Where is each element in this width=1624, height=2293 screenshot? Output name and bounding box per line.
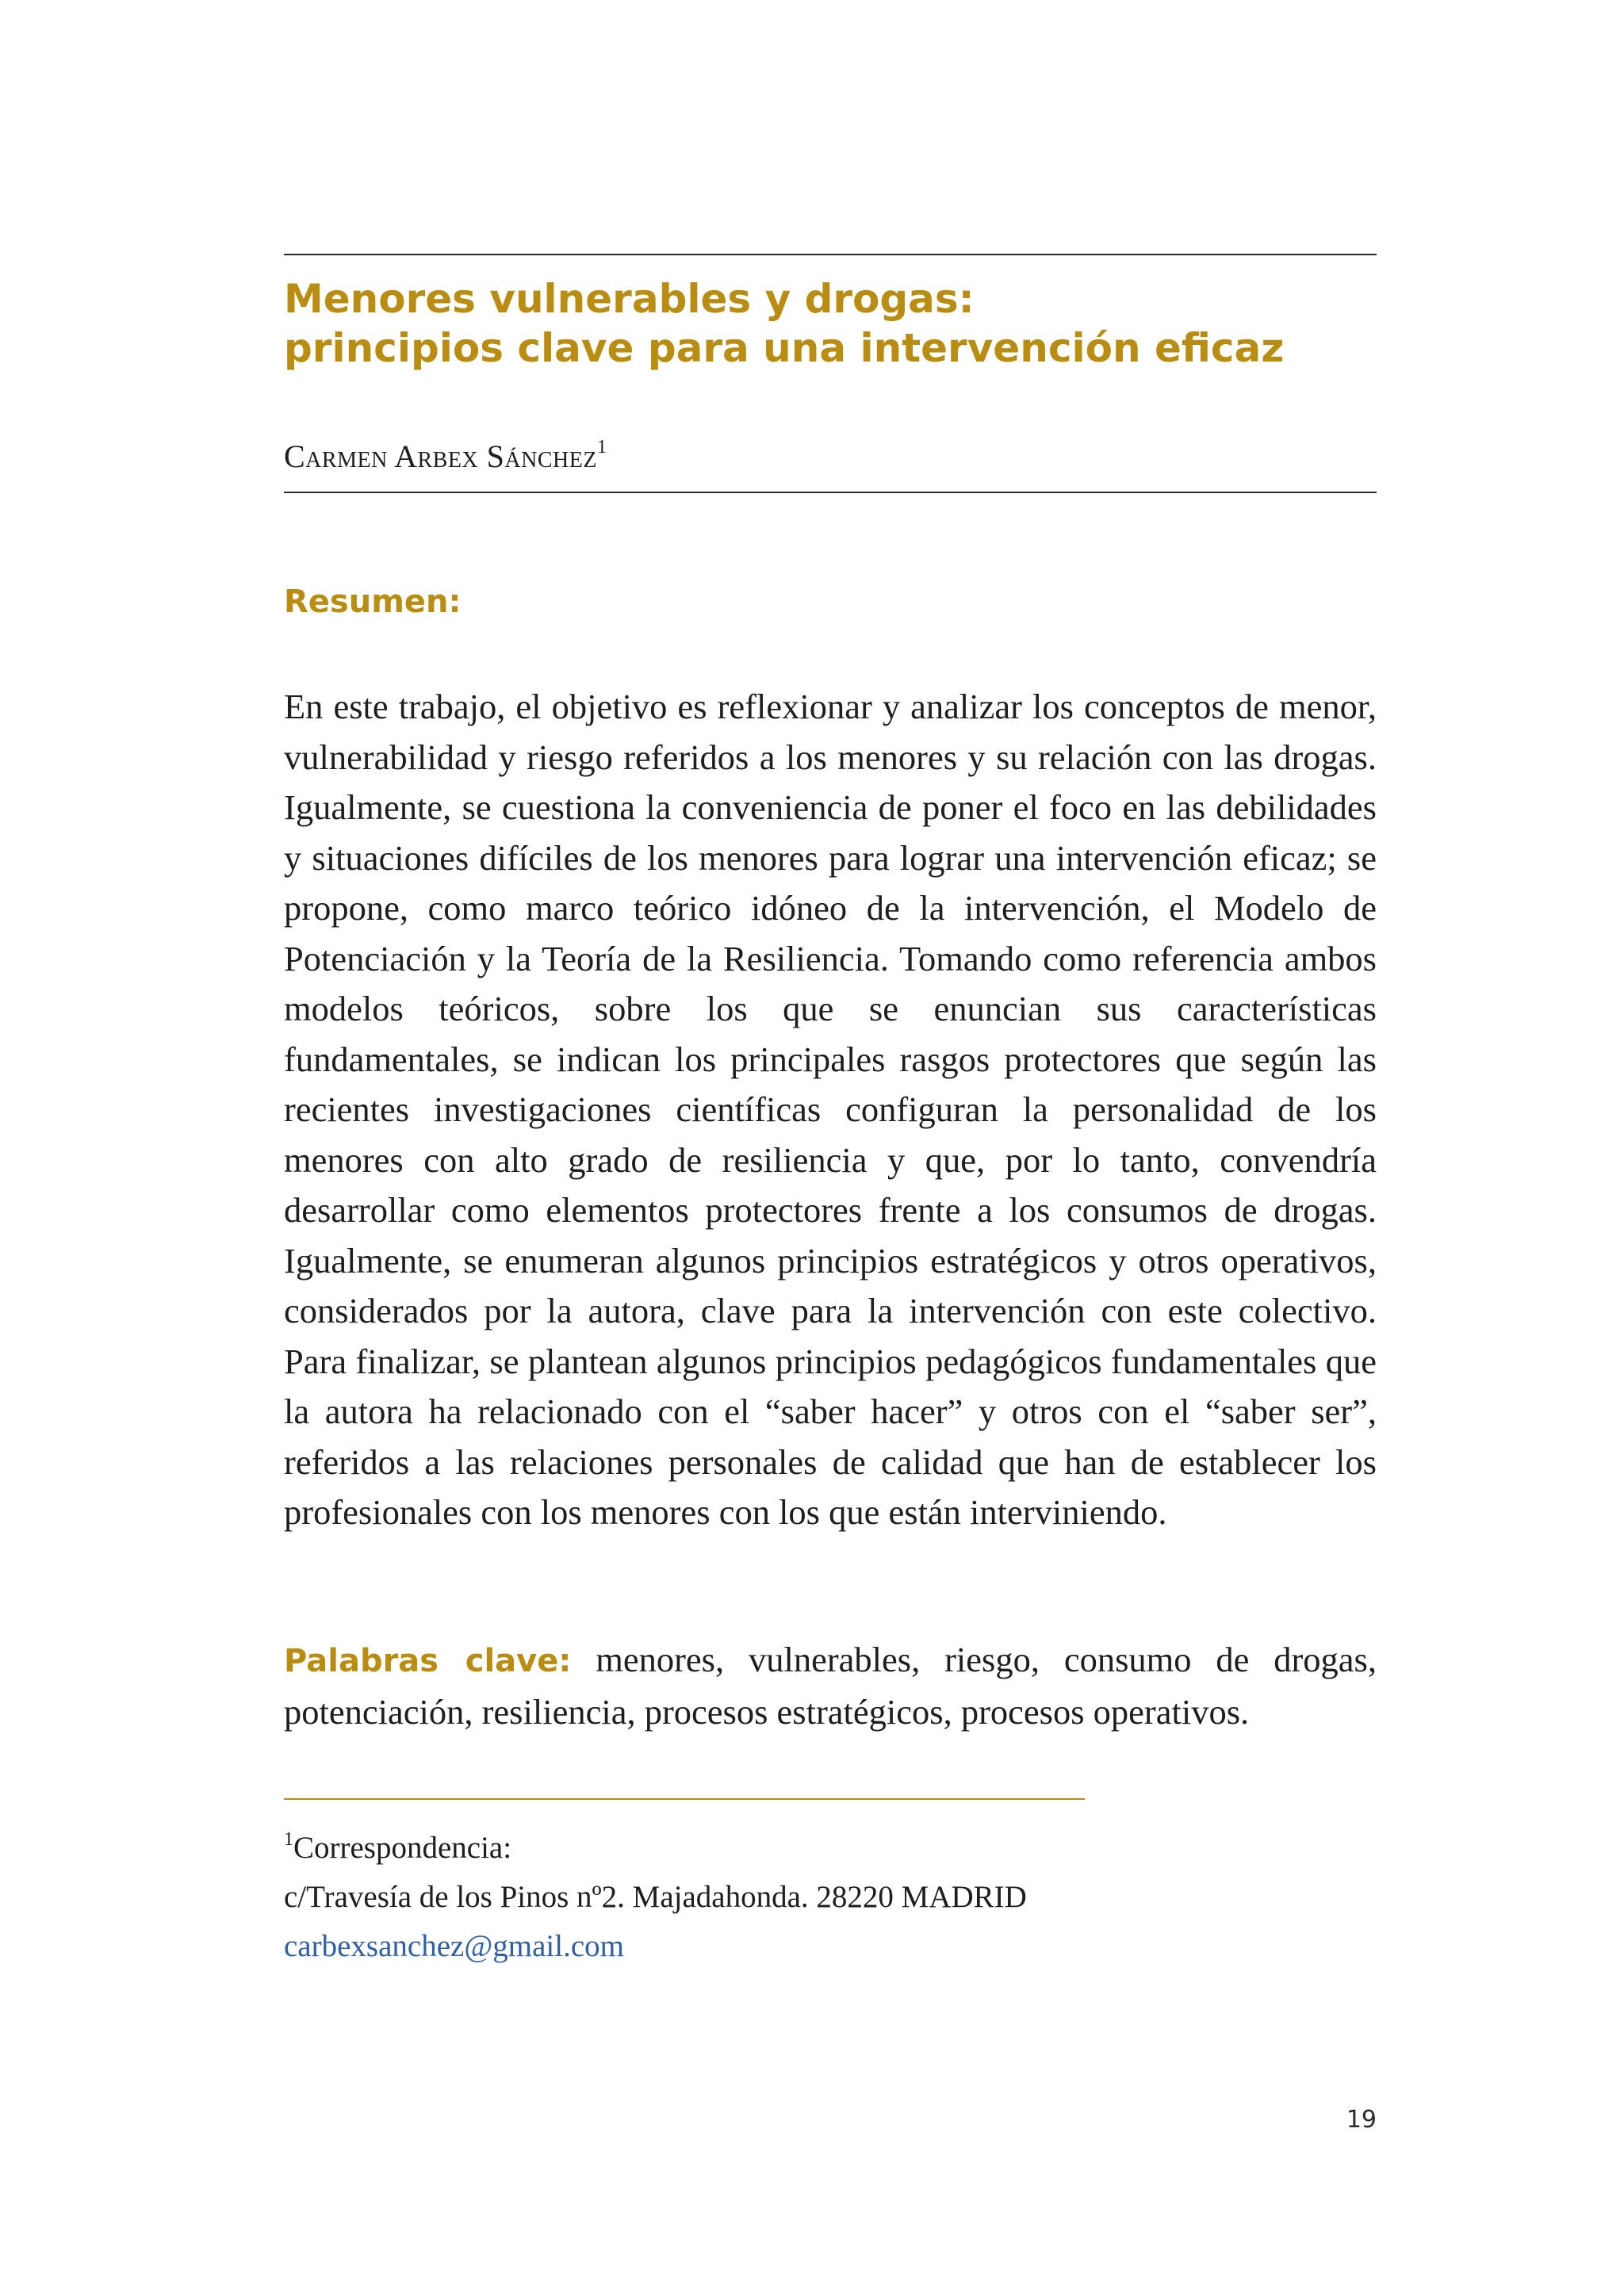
footnote-address: c/Travesía de los Pinos nº2. Majadahonda. 28220 MADRID [284,1880,1027,1914]
title-line-2: principios clave para una intervención eficaz [284,325,1285,371]
author-rule [284,492,1377,493]
author-byline [284,438,607,475]
abstract-heading: Resumen: [284,584,462,620]
author-name: Carmen Arbex Sánchez [284,438,597,474]
footnote-rule [284,1798,1085,1800]
footnote [284,1824,1377,1971]
footnote-marker: 1 [284,1829,293,1850]
header-rule [284,254,1377,255]
keywords-text: menores, vulnerables, riesgo, consumo de drogas, potenciación, resiliencia, procesos estratégicos, procesos operativos. [284,1640,1377,1732]
author-footnote-marker: 1 [596,437,607,457]
keywords-label: Palabras clave: [284,1643,572,1679]
article-title [284,274,1394,373]
footnote-label-line [284,1824,1377,1873]
abstract-text: En este trabajo, el objetivo es reflexionar y analizar los conceptos de menor, vulnerabilidad y riesgo referidos a los menores y su relación con las drogas. Igualmente, se cuestiona la conveniencia de poner el foco en las debilidades y situaciones difíciles de los menores para lograr una intervención eficaz; se propone, como marco teórico idóneo de la intervención, el Modelo de Potenciación y la Teoría de la Resiliencia. Tomando como referencia ambos modelos teóricos, sobre los que se enuncian sus características fundamentales, se indican los principales rasgos protectores que según las recientes investigaciones científicas configuran la personalidad de los menores con alto grado de resiliencia y que, por lo tanto, convendría desarrollar como elementos protectores frente a los consumos de drogas. Igualmente, se enumeran algunos principios estratégicos y otros operativos, considerados por la autora, clave para la intervención con este colectivo. Para finalizar, se plantean algunos principios pedagógicos fundamentales que la autora ha relacionado con el “saber hacer” y otros con el “saber ser”, referidos a las relaciones personales de calidad que han de establecer los profesionales con los menores con los que están interviniendo. [284,687,1377,1532]
keywords-paragraph [284,1635,1377,1737]
footnote-label: Correspondencia: [293,1831,512,1865]
footnote-email-link[interactable]: carbexsanchez@gmail.com [284,1929,624,1963]
title-line-1: Menores vulnerables y drogas: [284,276,975,322]
page-number: 19 [1346,2106,1377,2134]
